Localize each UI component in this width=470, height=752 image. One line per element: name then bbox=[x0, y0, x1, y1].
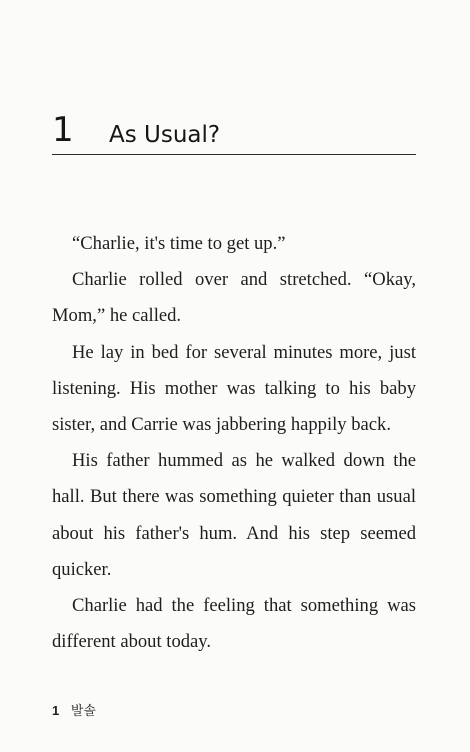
chapter-body bbox=[52, 226, 416, 660]
paragraph: Charlie had the feeling that something was different about today. bbox=[52, 595, 416, 653]
paragraph: He lay in bed for several minutes more, just listening. His mother was talking to his baby sister, and Carrie was jabbering happily back. bbox=[52, 341, 416, 436]
page-number: 1 bbox=[52, 703, 60, 718]
paragraph: “Charlie, it's time to get up.” bbox=[72, 233, 286, 254]
paragraph: His father hummed as he walked down the hall. But there was something quieter than usual about his father's hum. And his step seemed quicker. bbox=[52, 450, 416, 580]
chapter-heading bbox=[52, 108, 416, 155]
running-head: 발솔 bbox=[70, 704, 96, 719]
chapter-number: 1 bbox=[52, 110, 74, 150]
page-footer bbox=[52, 700, 96, 722]
chapter-title: As Usual? bbox=[109, 122, 221, 148]
paragraph: Charlie rolled over and stretched. “Okay, Mom,” he called. bbox=[52, 269, 416, 327]
